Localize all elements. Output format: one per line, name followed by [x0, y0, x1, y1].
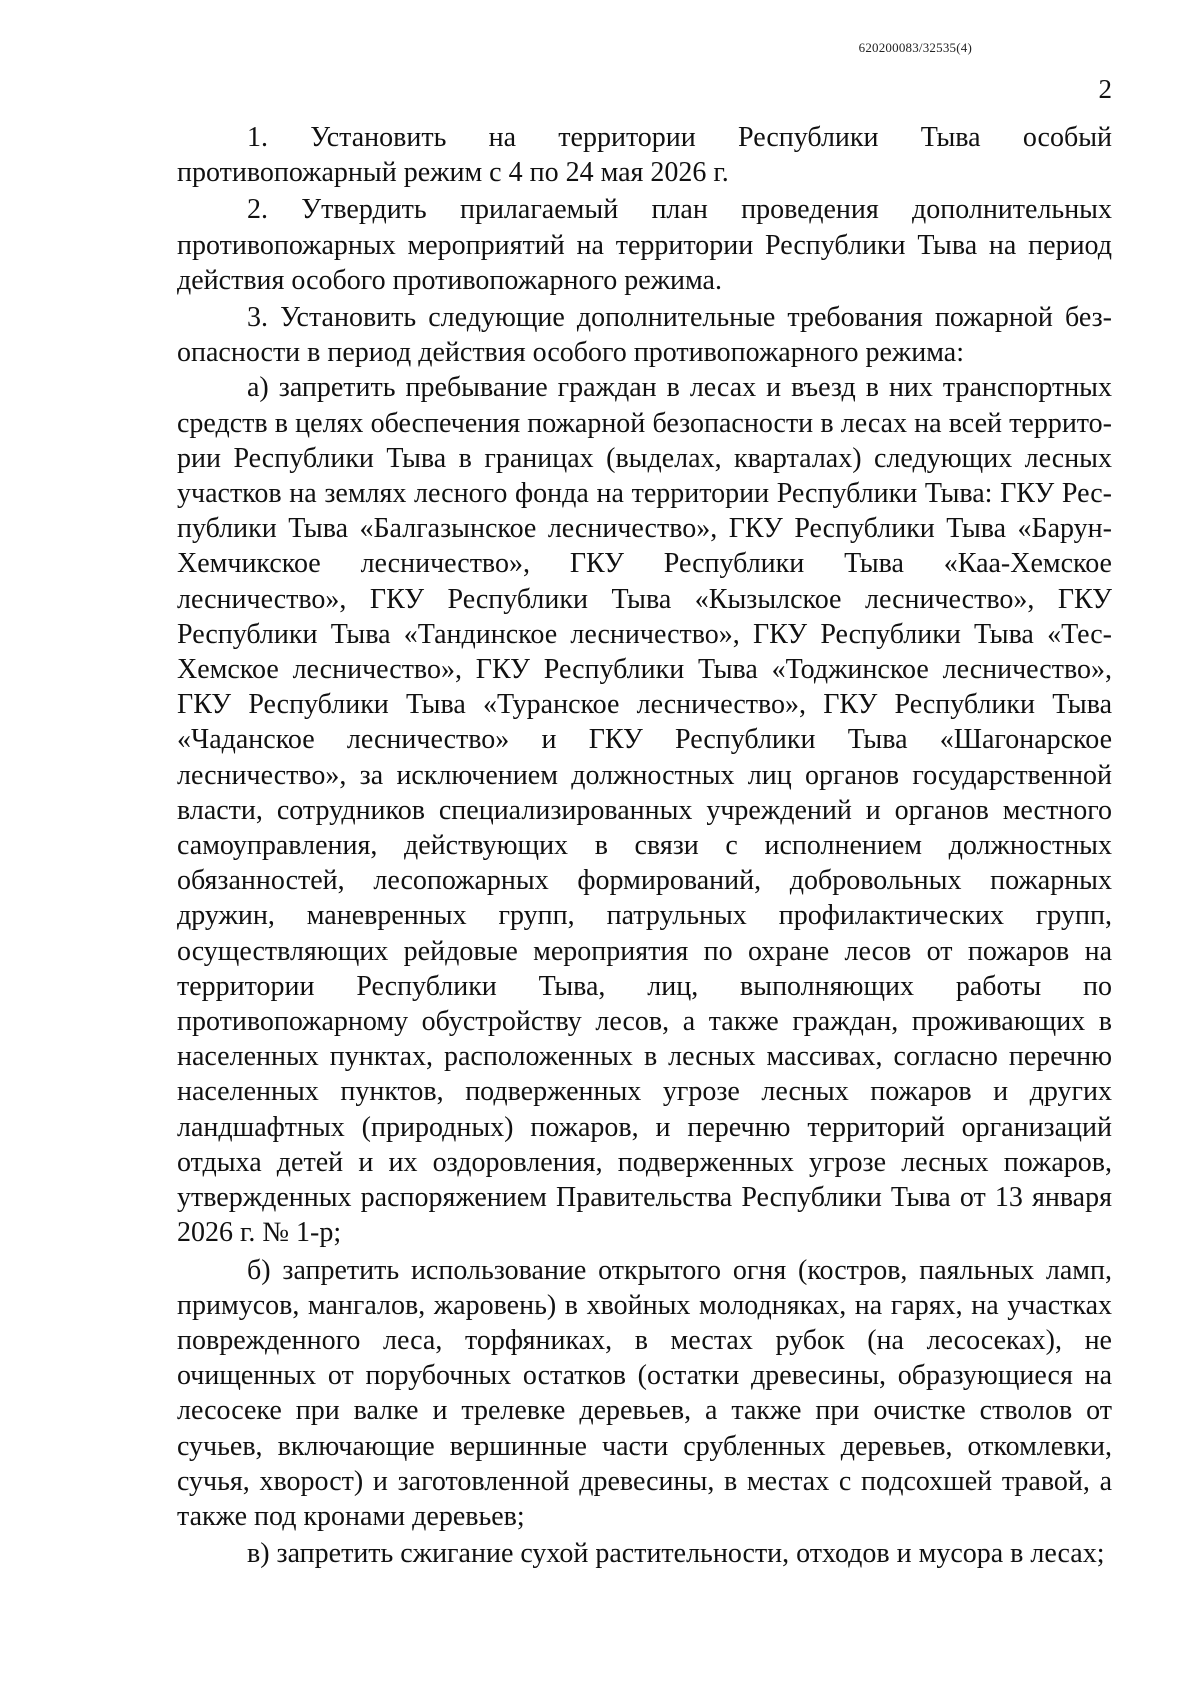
paragraph-3a: а) запретить пребывание граждан в лесах и въезд в них транспортных средств в целях обеспечения пожарной безопасности в лесах на всей территории Республики Тыва в границах (выделах, кварталах) следующих лесных участков на землях лесного фонда на территории Республики Тыва: ГКУ Республики Тыва «Балгазынское лесничество», ГКУ Республики Тыва «Барун-Хемчикское лесничество», ГКУ Республики Тыва «Каа-Хемское лесничество», ГКУ Республики Тыва «Кызылское лесничество», ГКУ Республики Тыва «Тандинское лесничество», ГКУ Республики Тыва «Тес-Хемское лесничество», ГКУ Республики Тыва «Тоджинское лесничество», ГКУ Республики Тыва «Туранское лесничество», ГКУ Республики Тыва «Чаданское лесничество» и ГКУ Республики Тыва «Шагонарское лесничество», за исключением должностных лиц органов государственной власти, сотрудников специализированных учреждений и органов местного самоуправления, действующих в связи с исполнением должностных обязанностей, лесопожарных формирований, добровольных пожарных дружин, маневренных групп, патрульных профилактических групп, осуществляющих рейдовые мероприятия по охране лесов от пожаров на территории Республики Тыва, лиц, выполняющих работы по противопожарному обустройству лесов, а также граждан, проживающих в населенных пунктах, расположенных в лесных массивах, согласно перечню населенных пунктов, подверженных угрозе лесных пожаров и других ландшафтных (природных) пожаров, и перечню территорий организаций отдыха детей и их оздоровления, подверженных угрозе лесных пожаров, утвержденных распоряжением Правительства Республики Тыва от 13 января 2026 г. № 1-р; — [177, 372, 1112, 1249]
document-body — [177, 120, 1112, 1571]
paragraph-3: 3. Установить следующие дополнительные требования пожарной безопасности в период действия особого противопожарного режима: — [177, 302, 1112, 369]
document-id: 620200083/32535(4) — [858, 40, 972, 55]
paragraph-1: 1. Установить на территории Республики Тыва особый противопожарный режим с 4 по 24 мая 2026 г. — [177, 122, 1112, 189]
page-number: 2 — [1098, 74, 1112, 104]
paragraph-3v: в) запретить сжигание сухой растительности, отходов и мусора в лесах; — [247, 1538, 1105, 1570]
paragraph-3b: б) запретить использование открытого огня (костров, паяльных ламп, примусов, мангалов, жаровень) в хвойных молодняках, на гарях, на участках поврежденного леса, торфяниках, в местах рубок (на лесосеках), не очищенных от порубочных остатков (остатки древесины, образующиеся на лесосеке при валке и трелевке деревьев, а также при очистке стволов от сучьев, включающие вершинные части срубленных деревьев, откомлевки, сучья, хворост) и заготовленной древесины, в местах с подсохшей травой, а также под кронами деревьев; — [177, 1254, 1112, 1532]
paragraph-2: 2. Утвердить прилагаемый план проведения дополнительных противопожарных мероприятий на территории Республики Тыва на период действия особого противопожарного режима. — [177, 194, 1112, 296]
